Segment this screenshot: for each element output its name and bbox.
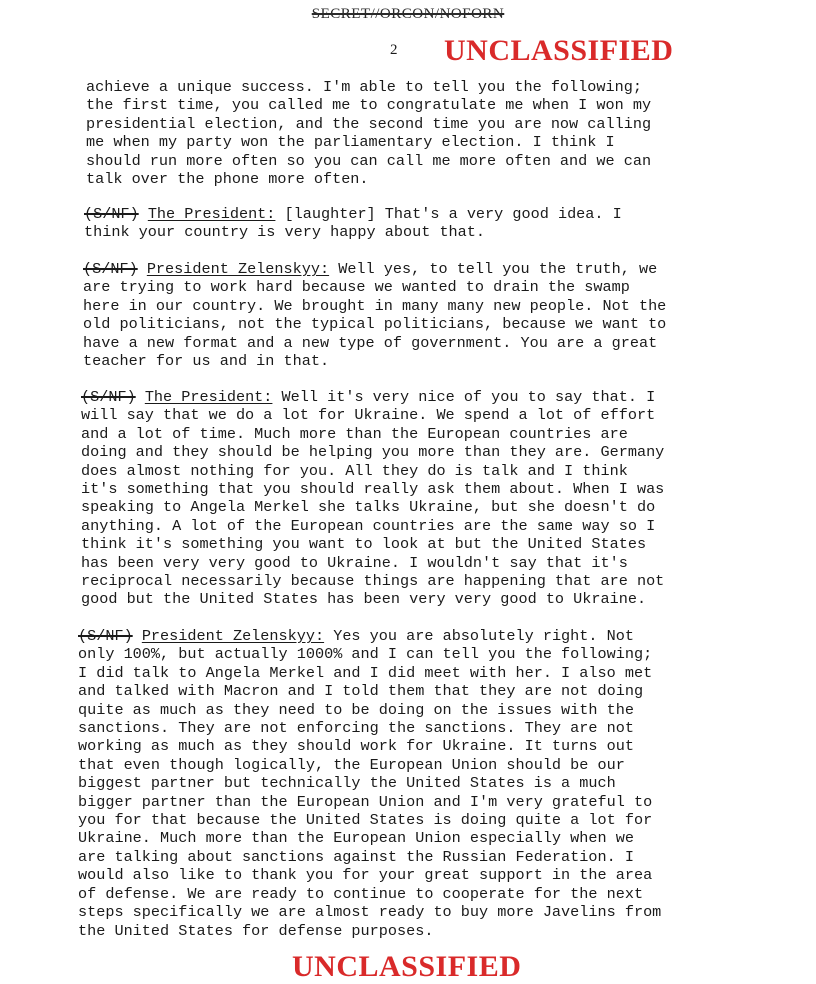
line: [laughter] That's a very good idea. I xyxy=(275,205,622,223)
page-number: 2 xyxy=(390,42,398,58)
unclassified-stamp-bottom: UNCLASSIFIED xyxy=(292,950,522,983)
line: sanctions. They are not enforcing the sanctions. They are not xyxy=(78,719,634,738)
classification-marking: (S/NF) xyxy=(81,388,136,406)
line: that even though logically, the European Union should be our xyxy=(78,755,625,774)
paragraph-3 xyxy=(83,260,666,370)
line: have a new format and a new type of government. You are a great xyxy=(83,333,658,352)
line: presidential election, and the second time you are now calling xyxy=(86,114,652,133)
line: working as much as they should work for Ukraine. It turns out xyxy=(78,737,634,756)
speaker-label: The President: xyxy=(147,205,276,223)
line: biggest partner but technically the United States is a much xyxy=(78,774,616,793)
line: steps specifically we are almost ready to buy more Javelins from xyxy=(78,903,662,922)
paragraph-5 xyxy=(78,627,661,940)
line: Well yes, to tell you the truth, we xyxy=(329,260,658,278)
line: good but the United States has been very very good to Ukraine. xyxy=(81,590,647,609)
classification-marking: (S/NF) xyxy=(84,205,139,223)
line: quite as much as they need to be doing on the issues with the xyxy=(78,700,634,719)
paragraph-1 xyxy=(86,78,651,188)
line: me when my party won the parliamentary election. I think I xyxy=(86,133,615,152)
line: talk over the phone more often. xyxy=(86,170,369,189)
line: should run more often so you can call me more often and we can xyxy=(86,151,652,170)
line: achieve a unique success. I'm able to tell you the following; xyxy=(86,78,642,96)
classification-marking: (S/NF) xyxy=(83,260,138,278)
line: think your country is very happy about that. xyxy=(84,223,486,242)
line: only 100%, but actually 1000% and I can tell you the following; xyxy=(78,645,653,664)
unclassified-stamp-top: UNCLASSIFIED xyxy=(444,34,674,67)
line: and talked with Macron and I told them that they are not doing xyxy=(78,682,644,701)
classification-marking: (S/NF) xyxy=(78,627,133,645)
line: of defense. We are ready to continue to cooperate for the next xyxy=(78,884,644,903)
line: and a lot of time. Much more than the European countries are xyxy=(81,424,628,443)
line: the first time, you called me to congratulate me when I won my xyxy=(86,96,652,115)
old-classification-marking: SECRET//ORCON/NOFORN xyxy=(311,6,505,22)
line: old politicians, not the typical politicians, because we want to xyxy=(83,315,667,334)
line: I did talk to Angela Merkel and I did meet with her. I also met xyxy=(78,663,653,682)
line: Yes you are absolutely right. Not xyxy=(324,627,634,645)
speaker-label: President Zelenskyy: xyxy=(141,627,325,645)
line: think it's something you want to look at but the United States xyxy=(81,535,647,554)
paragraph-4 xyxy=(81,388,664,609)
line: Ukraine. Much more than the European Union especially when we xyxy=(78,829,634,848)
line: Well it's very nice of you to say that. I xyxy=(272,388,656,406)
line: here in our country. We brought in many many new people. Not the xyxy=(83,296,667,315)
line: bigger partner than the European Union and I'm very grateful to xyxy=(78,792,653,811)
line: anything. A lot of the European countries are the same way so I xyxy=(81,516,656,535)
line: are trying to work hard because we wanted to drain the swamp xyxy=(83,278,630,297)
line: teacher for us and in that. xyxy=(83,352,330,371)
line: will say that we do a lot for Ukraine. We spend a lot of effort xyxy=(81,406,656,425)
line: doing and they should be helping you more than they are. Germany xyxy=(81,443,665,462)
speaker-label: The President: xyxy=(144,388,273,406)
line: the United States for defense purposes. xyxy=(78,921,434,940)
line: reciprocal necessarily because things are happening that are not xyxy=(81,572,665,591)
speaker-label: President Zelenskyy: xyxy=(146,260,330,278)
line: it's something that you should really ask them about. When I was xyxy=(81,480,665,499)
line: speaking to Angela Merkel she talks Ukraine, but she doesn't do xyxy=(81,498,656,517)
line: are talking about sanctions against the Russian Federation. I xyxy=(78,847,634,866)
line: you for that because the United States is doing quite a lot for xyxy=(78,811,653,830)
line: would also like to thank you for your great support in the area xyxy=(78,866,653,885)
line: does almost nothing for you. All they do is talk and I think xyxy=(81,461,628,480)
paragraph-2 xyxy=(84,205,622,242)
line: has been very very good to Ukraine. I wouldn't say that it's xyxy=(81,553,628,572)
